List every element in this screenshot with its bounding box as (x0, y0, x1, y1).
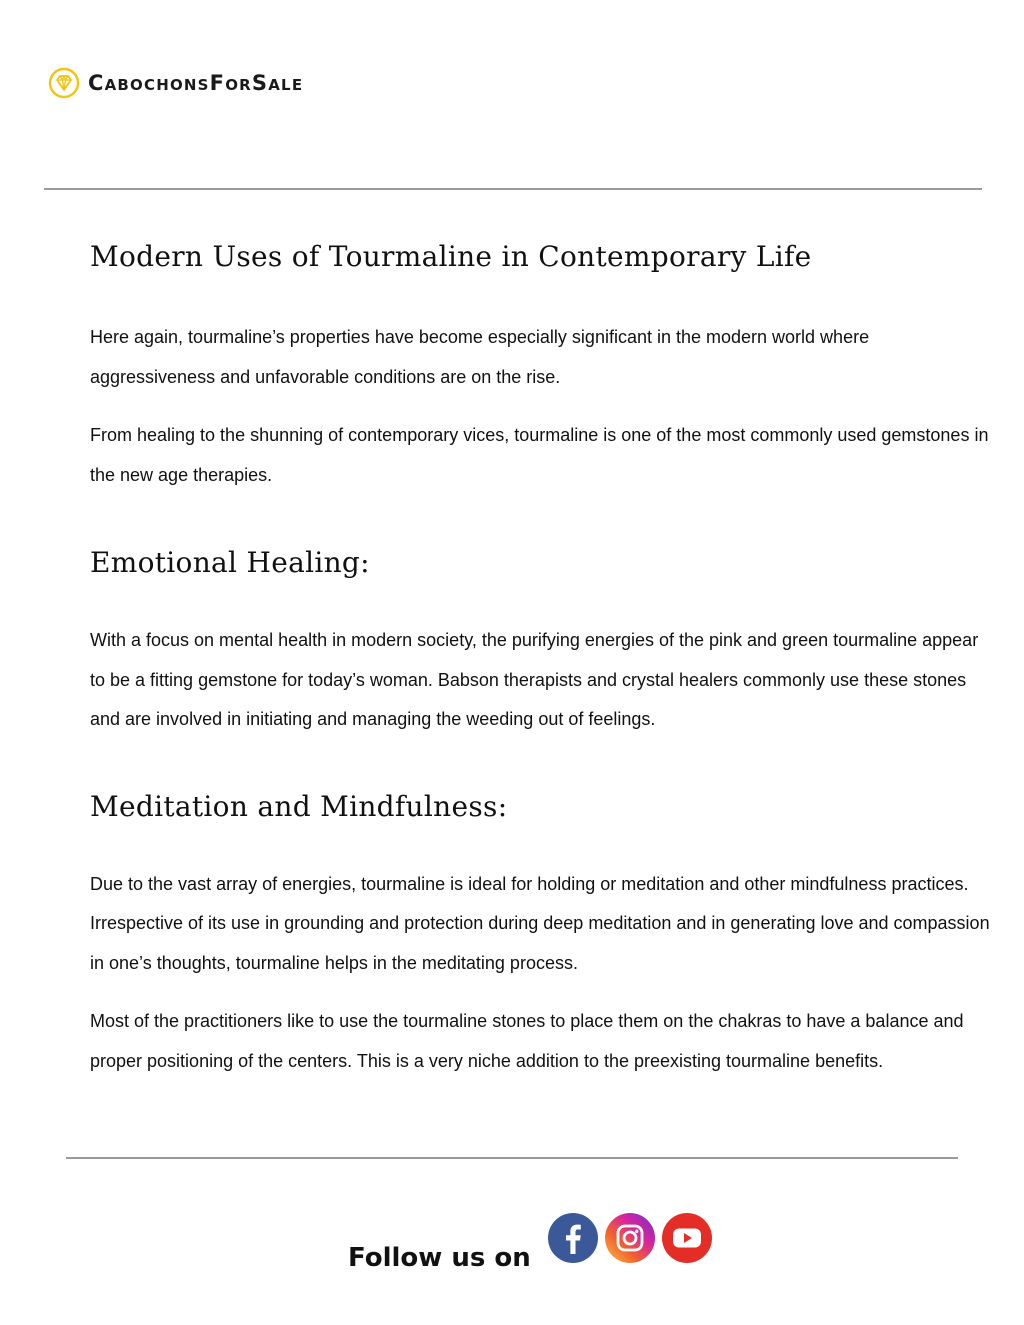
paragraph: Most of the practitioners like to use the tourmaline stones to place them on the chakras to have a balance and proper positioning of the centers. This is a very niche addition to the preexisting tourmaline benefits. (90, 1011, 964, 1071)
instagram-link[interactable] (604, 1212, 656, 1264)
paragraph: With a focus on mental health in modern society, the purifying energies of the pink and green tourmaline appear to be a fitting gemstone for today’s woman. Babson therapists and crystal healers commonly use these stones and are involved in initiating and managing the weeding out of feelings. (90, 630, 979, 729)
paragraph: Here again, tourmaline’s properties have become especially significant in the modern world where aggressiveness and unfavorable conditions are on the rise. (90, 327, 870, 387)
instagram-icon (604, 1212, 656, 1264)
paragraph: Due to the vast array of energies, tourmaline is ideal for holding or meditation and other mindfulness practices. Irrespective of its use in grounding and protection during deep meditation and in generating love and compassion in one’s thoughts, tourmaline helps in the meditating process. (90, 873, 990, 973)
brand-name: CabochonsForSale (88, 70, 304, 95)
section-heading-meditation: Meditation and Mindfulness: (90, 789, 508, 823)
social-footer (348, 1212, 718, 1276)
youtube-link[interactable] (661, 1212, 713, 1264)
article (90, 236, 995, 1081)
youtube-icon (661, 1212, 713, 1264)
facebook-link[interactable] (547, 1212, 599, 1264)
section-heading-emotional-healing: Emotional Healing: (90, 546, 370, 579)
bottom-divider (66, 1157, 958, 1159)
brand-logo[interactable] (48, 64, 303, 102)
paragraph: From healing to the shunning of contemporary vices, tourmaline is one of the most commonly used gemstones in the new age therapies. (90, 425, 989, 485)
top-divider (44, 188, 982, 190)
diamond-ring-logo-icon (48, 67, 80, 99)
section-heading-modern-uses: Modern Uses of Tourmaline in Contemporary Life (90, 240, 812, 273)
follow-us-label: Follow us on (348, 1243, 531, 1273)
social-links (547, 1212, 718, 1264)
facebook-icon (547, 1212, 599, 1264)
